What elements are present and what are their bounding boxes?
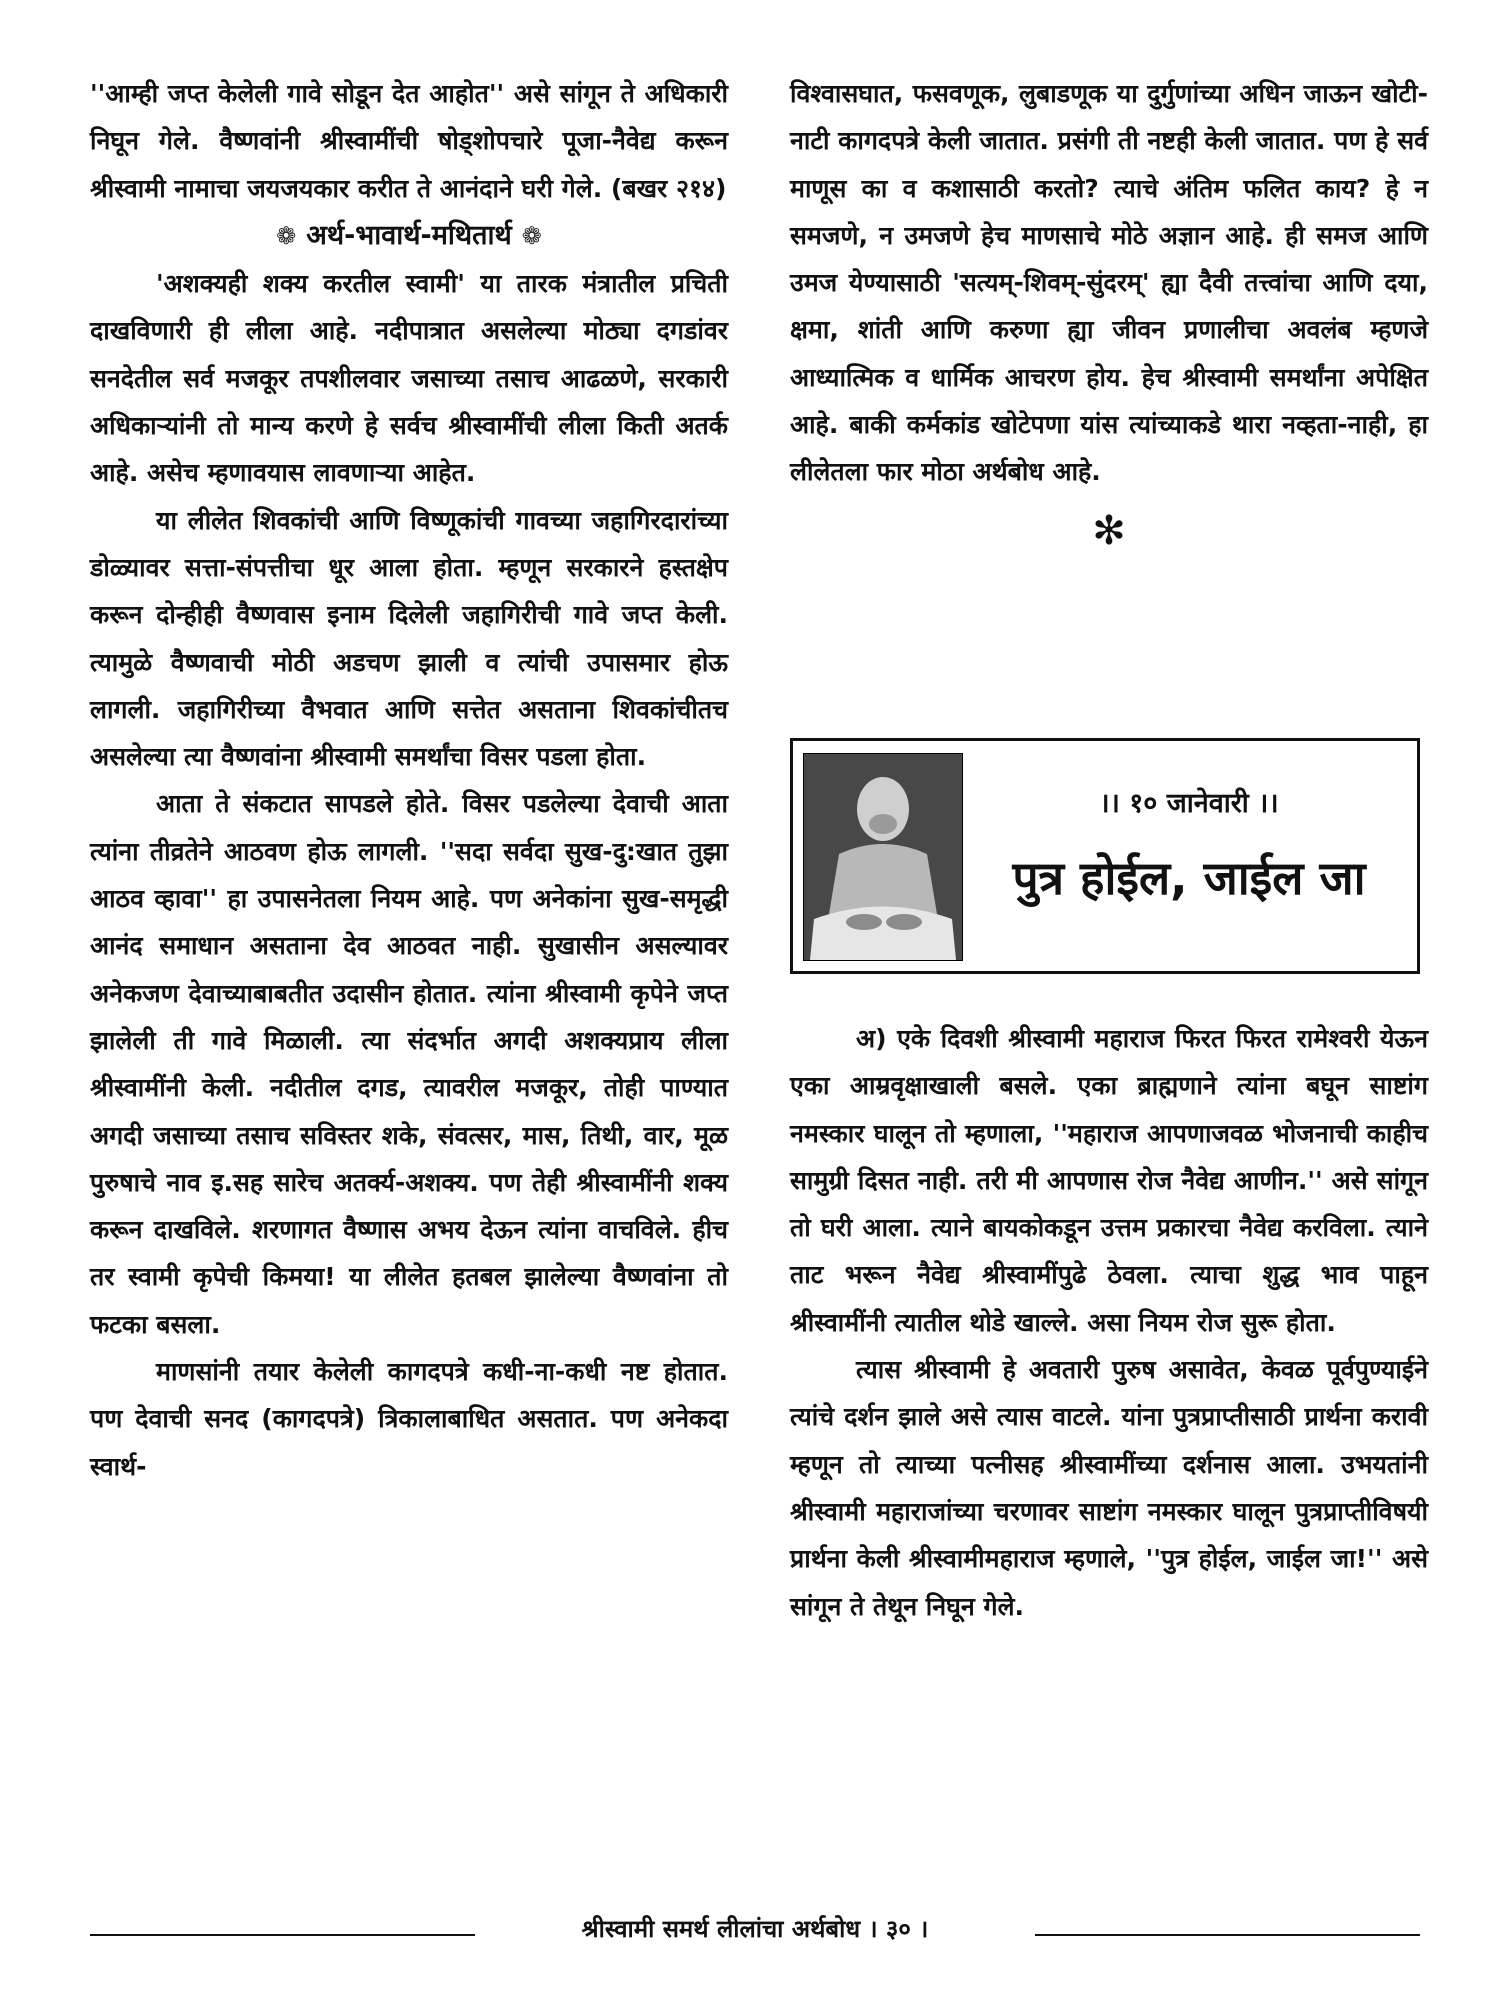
flower-ornament-icon: ❁ [521, 221, 542, 250]
paragraph: अ) एके दिवशी श्रीस्वामी महाराज फिरत फिरत रामेश्वरी येऊन एका आम्रवृक्षाखाली बसले. एका ब्राह्मणाने त्यांना बघून साष्टांग नमस्कार घालून तो म्हणाला, ''महाराज आपणाजवळ भोजनाची काहीच सामुग्री दिसत नाही. तरी मी आपणास रोज नैवेद्य आणीन.'' असे सांगून तो घरी आला. त्याने बायकोकडून उत्तम प्रकारचा नैवेद्य करविला. त्याने ताट भरून नैवेद्य श्रीस्वामींपुढे ठेवला. त्याचा शुद्ध भाव पाहून श्रीस्वामींनी त्यातील थोडे खाल्ले. असा नियम रोज सुरू होता. [790, 1024, 1428, 1337]
paragraph: त्यास श्रीस्वामी हे अवतारी पुरुष असावेत, केवळ पूर्वपुण्याईने त्यांचे दर्शन झाले असे त्यास वाटले. यांना पुत्रप्राप्तीसाठी प्रार्थना करावी म्हणून तो त्याच्या पत्नीसह श्रीस्वामींच्या दर्शनास आला. उभयतांनी श्रीस्वामी महाराजांच्या चरणावर साष्टांग नमस्कार घालून पुत्रप्राप्तीविषयी प्रार्थना केली श्रीस्वामीमहाराज म्हणाले, ''पुत्र होईल, जाईल जा!'' असे सांगून ते तेथून निघून गेले. [790, 1355, 1428, 1621]
chapter-title: पुत्र होईल, जाईल जा [1012, 851, 1366, 905]
right-column-top [790, 70, 1428, 566]
section-heading [90, 212, 728, 260]
paragraph: विश्वासघात, फसवणूक, लुबाडणूक या दुर्गुणांच्या अधिन जाऊन खोटी-नाटी कागदपत्रे केली जातात. प्रसंगी ती नष्टही केली जातात. पण हे सर्व माणूस का व कशासाठी करतो? त्याचे अंतिम फलित काय? हे न समजणे, न उमजणे हेच माणसाचे मोठे अज्ञान आहे. ही समज आणि उमज येण्यासाठी 'सत्यम्-शिवम्-सुंदरम्' ह्या दैवी तत्त्वांचा आणि दया, क्षमा, शांती आणि करुणा ह्या जीवन प्रणालीचा अवलंब म्हणजे आध्यात्मिक व धार्मिक आचरण होय. हेच श्रीस्वामी समर्थांना अपेक्षित आहे. बाकी कर्मकांड खोटेपणा यांस त्यांच्याकडे थारा नव्हता-नाही, हा लीलेतला फार मोठा अर्थबोध आहे. [790, 79, 1428, 487]
separator-icon: ✻ [1092, 507, 1126, 554]
right-column-bottom [790, 1015, 1428, 1630]
flower-ornament-icon: ❁ [276, 221, 297, 250]
paragraph: 'अशक्यही शक्य करतील स्वामी' या तारक मंत्रातील प्रचिती दाखविणारी ही लीला आहे. नदीपात्रात असलेल्या मोठ्या दगडांवर सनदेतील सर्व मजकूर तपशीलवार जसाच्या तसाच आढळणे, सरकारी अधिकाऱ्यांनी तो मान्य करणे हे सर्वच श्रीस्वामींची लीला किती अतर्क आहे. असेच म्हणावयास लावणाऱ्या आहेत. [90, 269, 728, 488]
paragraph: आता ते संकटात सापडले होते. विसर पडलेल्या देवाची आता त्यांना तीव्रतेने आठवण होऊ लागली. ''सदा सर्वदा सुख-दु:खात तुझा आठव व्हावा'' हा उपासनेतला नियम आहे. पण अनेकांना सुख-समृद्धी आनंद समाधान असताना देव आठवत नाही. सुखासीन असल्यावर अनेकजण देवाच्याबाबतीत उदासीन होतात. त्यांना श्रीस्वामी कृपेने जप्त झालेली ती गावे मिळाली. त्या संदर्भात अगदी अशक्यप्राय लीला श्रीस्वामींनी केली. नदीतील दगड, त्यावरील मजकूर, तोही पाण्यात अगदी जसाच्या तसाच सविस्तर शके, संवत्सर, मास, तिथी, वार, मूळ पुरुषाचे नाव इ.सह सारेच अतर्क्य-अशक्य. पण तेही श्रीस्वामींनी शक्य करून दाखविले. शरणागत वैष्णास अभय देऊन त्यांना वाचविले. हीच तर स्वामी कृपेची किमया! या लीलेत हतबल झालेल्या वैष्णवांना तो फटका बसला. [90, 789, 728, 1339]
paragraph: या लीलेत शिवकांची आणि विष्णूकांची गावच्या जहागिरदारांच्या डोळ्यावर सत्ता-संपत्तीचा धूर आला होता. म्हणून सरकारने हस्तक्षेप करून दोन्हीही वैष्णवास इनाम दिलेली जहागिरीची गावे जप्त केली. त्यामुळे वैष्णवाची मोठी अडचण झाली व त्यांची उपासमार होऊ लागली. जहागिरीच्या वैभवात आणि सत्तेत असताना शिवकांचीतच असलेल्या त्या वैष्णवांना श्रीस्वामी समर्थांचा विसर पडला होता. [90, 505, 728, 772]
heading-text: अर्थ-भावार्थ-मथितार्थ [306, 219, 512, 251]
footer-text: श्रीस्वामी समर्थ लीलांचा अर्थबोध । ३० । [581, 1915, 929, 1943]
page-footer [90, 1912, 1420, 1952]
left-column [90, 70, 728, 1490]
swami-portrait-image [803, 753, 963, 961]
paragraph: माणसांनी तयार केलेली कागदपत्रे कधी-ना-कधी नष्ट होतात. पण देवाची सनद (कागदपत्रे) त्रिकालाबाधित असतात. पण अनेकदा स्वार्थ- [90, 1357, 728, 1481]
paragraph: ''आम्ही जप्त केलेली गावे सोडून देत आहोत'' असे सांगून ते अधिकारी निघून गेले. वैष्णवांनी श्रीस्वामींची षोड्शोपचारे पूजा-नैवेद्य करून श्रीस्वामी नामाचा जयजयकार करीत ते आनंदाने घरी गेले. (बखर २१४) [90, 79, 728, 203]
footer-rule [90, 1934, 475, 1936]
chapter-title-box [790, 738, 1420, 974]
footer-rule [1035, 1934, 1420, 1936]
chapter-date: ।। १० जानेवारी ।। [1099, 788, 1279, 819]
